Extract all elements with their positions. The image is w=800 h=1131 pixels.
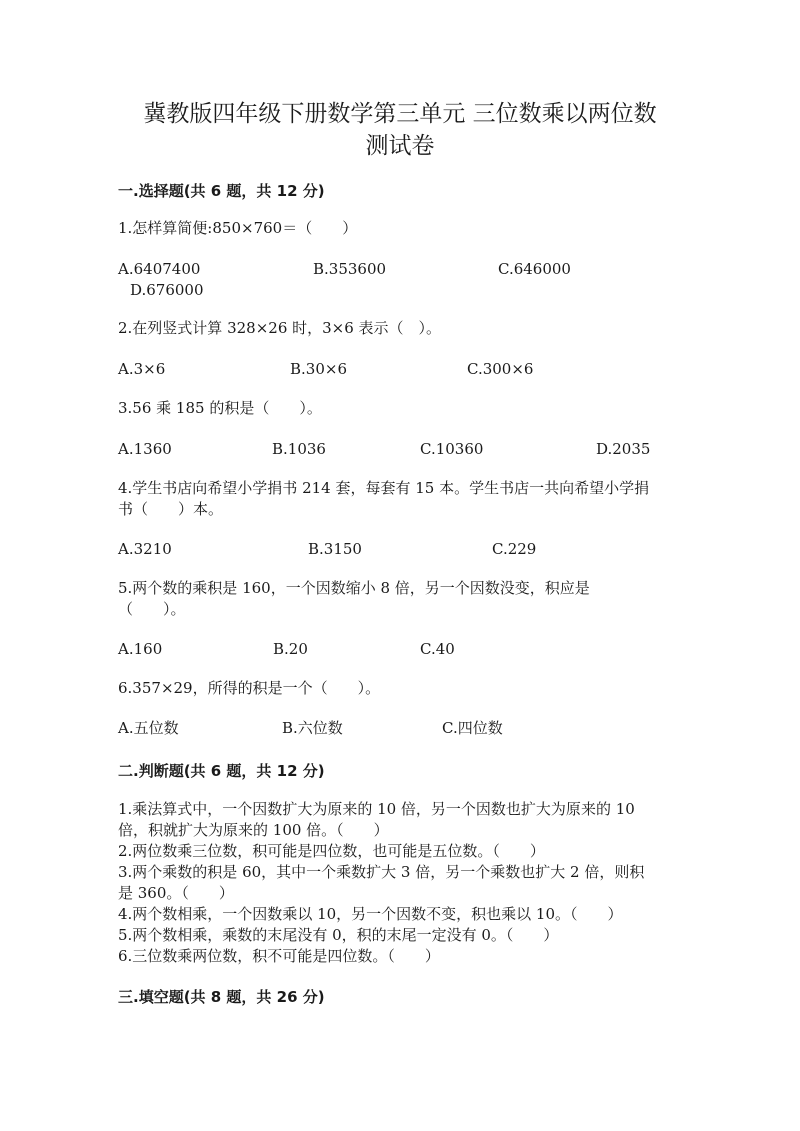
- judge-item-1-line-2: 倍，积就扩大为原来的 100 倍。（ ）: [118, 821, 389, 839]
- question-1-option-c: C.646000: [498, 260, 571, 278]
- question-1-option-a: A.6407400: [118, 260, 201, 278]
- question-6-stem: 6.357×29，所得的积是一个（ ）。: [118, 679, 381, 697]
- question-5-option-b: B.20: [273, 640, 308, 658]
- question-5-stem-line-2: （ ）。: [118, 600, 186, 618]
- question-5-stem-line-1: 5.两个数的乘积是 160，一个因数缩小 8 倍，另一个因数没变，积应是: [118, 579, 590, 597]
- section-heading-choice: 一.选择题(共 6 题，共 12 分): [118, 182, 325, 200]
- question-1-option-b: B.353600: [313, 260, 387, 278]
- judge-item-1-line-1: 1.乘法算式中，一个因数扩大为原来的 10 倍，另一个因数也扩大为原来的 10: [118, 800, 635, 818]
- section-heading-fill-in: 三.填空题(共 8 题，共 26 分): [118, 988, 325, 1006]
- judge-item-1: [118, 799, 683, 841]
- question-2-stem: 2.在列竖式计算 328×26 时，3×6 表示（ ）。: [118, 319, 442, 337]
- title-line-2: 测试卷: [365, 133, 435, 159]
- judge-item-3-line-2: 是 360。（ ）: [118, 884, 234, 902]
- question-1-option-d: D.676000: [130, 281, 204, 299]
- question-4-option-b: B.3150: [308, 540, 362, 558]
- judge-item-5: 5.两个数相乘，乘数的末尾没有 0，积的末尾一定没有 0。（ ）: [118, 926, 559, 944]
- question-4-stem-line-2: 书（ ）本。: [118, 500, 224, 518]
- question-3-stem: 3.56 乘 185 的积是（ ）。: [118, 399, 322, 417]
- judge-item-6: 6.三位数乘两位数，积不可能是四位数。（ ）: [118, 947, 440, 965]
- question-6-option-b: B.六位数: [282, 719, 343, 737]
- judge-item-3-line-1: 3.两个乘数的积是 60，其中一个乘数扩大 3 倍，另一个乘数也扩大 2 倍，则积: [118, 863, 645, 881]
- judge-item-4: 4.两个数相乘，一个因数乘以 10，另一个因数不变，积也乘以 10。（ ）: [118, 905, 623, 923]
- page-title: [0, 98, 800, 162]
- question-3-option-c: C.10360: [420, 440, 484, 458]
- question-4-stem: [118, 478, 693, 520]
- question-2-option-c: C.300×6: [467, 360, 534, 378]
- judge-item-3: [118, 862, 683, 904]
- judge-item-2: 2.两位数乘三位数，积可能是四位数，也可能是五位数。（ ）: [118, 842, 545, 860]
- question-2-option-a: A.3×6: [118, 360, 166, 378]
- question-3-option-a: A.1360: [118, 440, 172, 458]
- question-5-stem: [118, 578, 693, 620]
- question-4-option-a: A.3210: [118, 540, 172, 558]
- title-line-1: 冀教版四年级下册数学第三单元 三位数乘以两位数: [143, 101, 657, 127]
- question-6-option-a: A.五位数: [118, 719, 179, 737]
- question-2-option-b: B.30×6: [290, 360, 347, 378]
- question-4-option-c: C.229: [492, 540, 537, 558]
- question-3-option-d: D.2035: [596, 440, 651, 458]
- section-heading-true-false: 二.判断题(共 6 题，共 12 分): [118, 762, 325, 780]
- question-1-stem: 1.怎样算简便:850×760＝（ ）: [118, 219, 358, 237]
- question-3-option-b: B.1036: [272, 440, 326, 458]
- question-4-stem-line-1: 4.学生书店向希望小学捐书 214 套，每套有 15 本。学生书店一共向希望小学捐: [118, 479, 650, 497]
- question-6-option-c: C.四位数: [442, 719, 503, 737]
- question-5-option-c: C.40: [420, 640, 455, 658]
- question-5-option-a: A.160: [118, 640, 163, 658]
